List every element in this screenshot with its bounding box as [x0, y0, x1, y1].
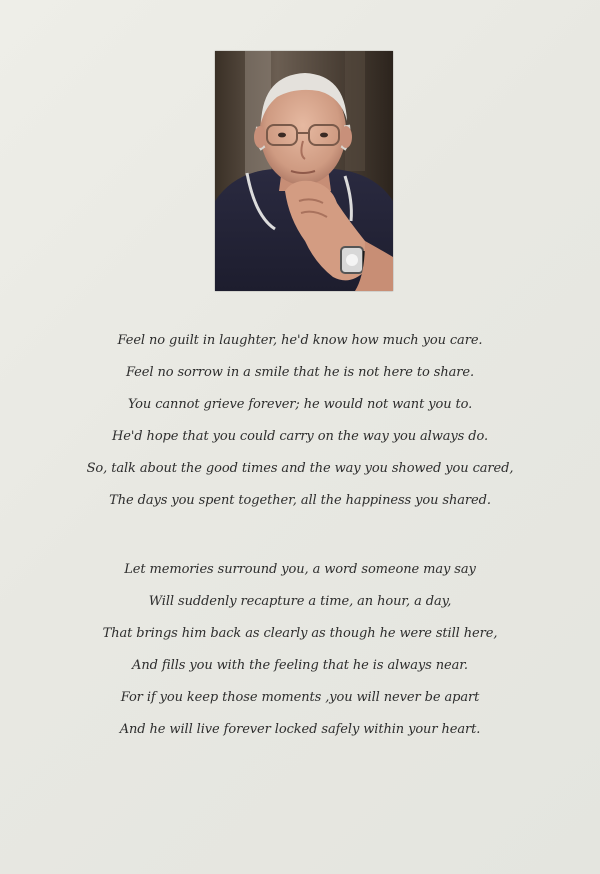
poem-line: Feel no guilt in laughter, he'd know how much you care.	[117, 333, 483, 348]
poem-stanza-2	[0, 558, 600, 750]
portrait-photo	[215, 51, 393, 291]
poem-stanza-1	[0, 329, 600, 521]
poem-line: Let memories surround you, a word someone may say	[124, 562, 476, 577]
poem-line: And fills you with the feeling that he is always near.	[132, 658, 468, 673]
poem-line: For if you keep those moments ,you will never be apart	[120, 690, 480, 705]
poem-line: You cannot grieve forever; he would not want you to.	[127, 397, 473, 412]
poem-line: And he will live forever locked safely within your heart.	[119, 722, 481, 737]
poem-line: So, talk about the good times and the way you showed you cared,	[86, 461, 514, 476]
poem-line: Will suddenly recapture a time, an hour, a day,	[148, 594, 452, 609]
poem-line: He'd hope that you could carry on the way you always do.	[112, 429, 488, 444]
poem-line: That brings him back as clearly as though he were still here,	[102, 626, 498, 641]
poem-line: Feel no sorrow in a smile that he is not here to share.	[125, 365, 475, 380]
poem-line: The days you spent together, all the happiness you shared.	[109, 493, 491, 508]
